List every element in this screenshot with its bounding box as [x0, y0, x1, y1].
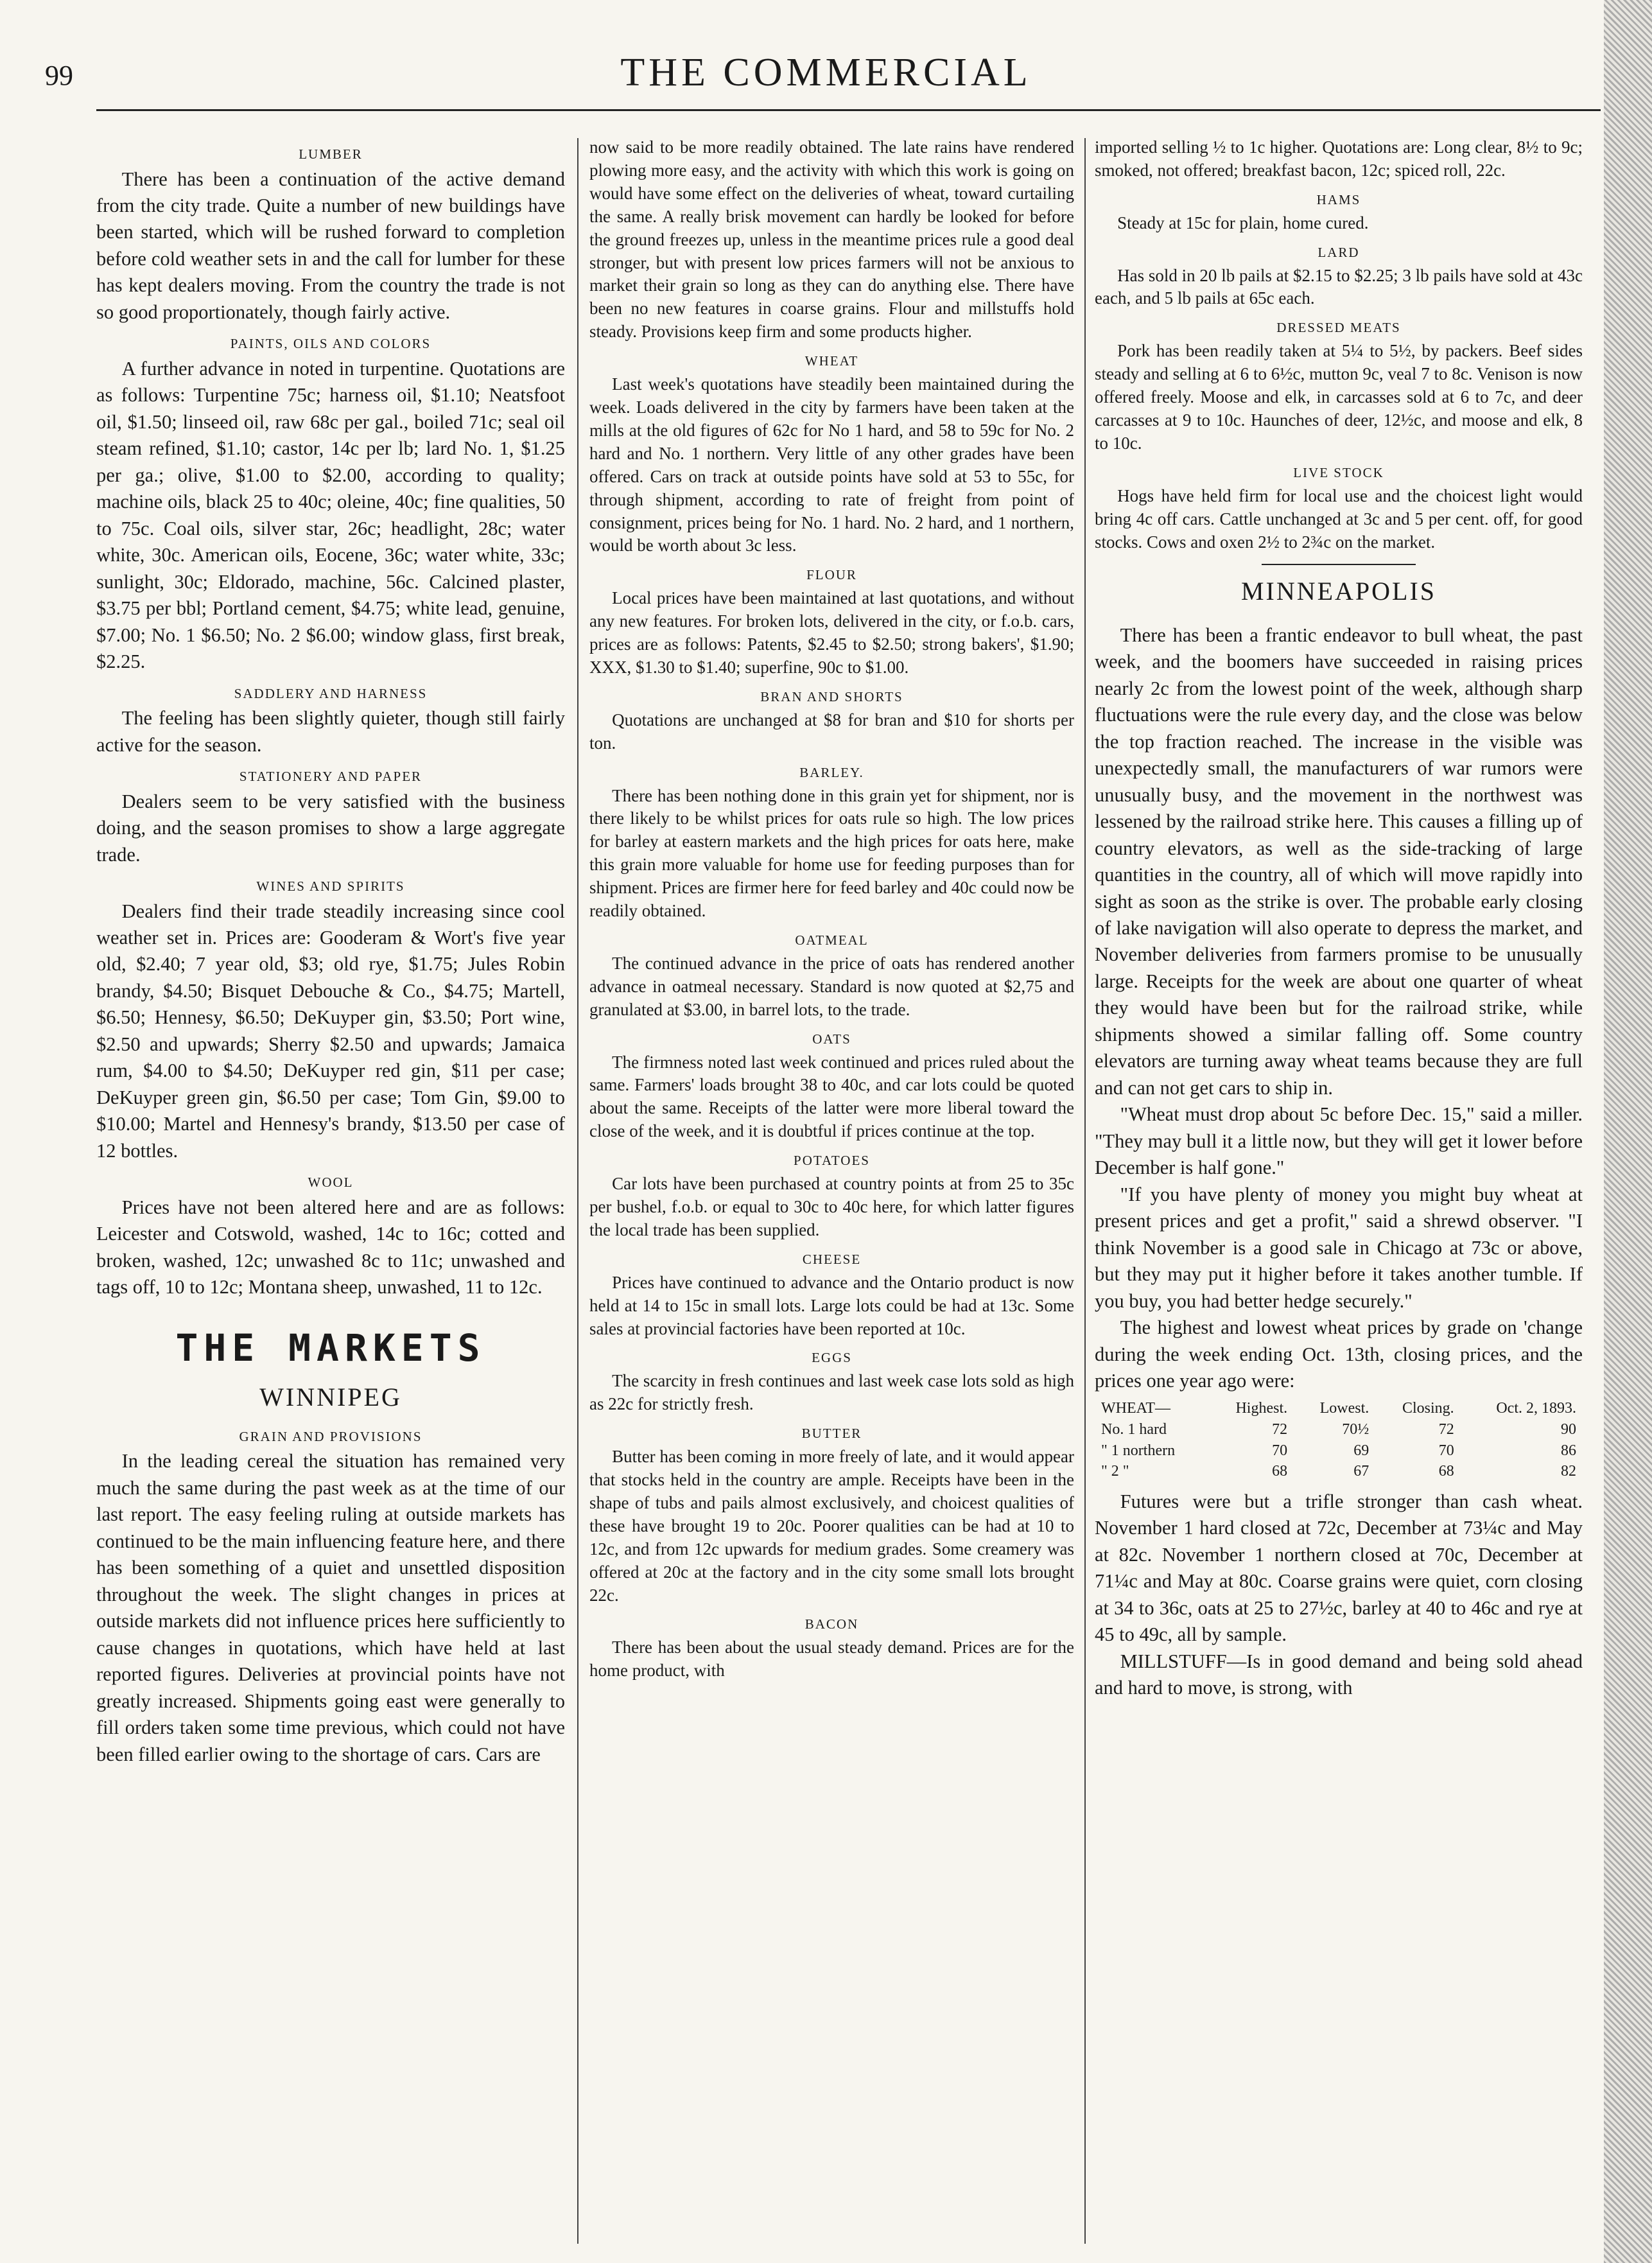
flour-heading: FLOUR	[806, 567, 857, 583]
flour-paragraph: Local prices have been maintained at last quotations, and without any new features. For broken lots, delivered in the city, or f.o.b. cars, prices are as follows: Patents, $2.45 to $2.50; strong bakers', $1.90; XXX, $1.30 to $1.40; superfine, 90c to $1.00.	[589, 588, 1074, 677]
masthead-rule	[96, 109, 1601, 111]
dressed-meats-paragraph: Pork has been readily taken at 5¼ to 5½, by packers. Beef sides steady and selling at 6 to 6½c, mutton 9c, veal 7 to 8c. Venison is now offered freely. Moose and elk, in carcasses sold at 6 to 7c, and deer carcasses at 9 to 10c. Haunches of deer, 12½c, and moose and elk, 8 to 10c.	[1095, 341, 1583, 453]
table-cell: 69	[1353, 1442, 1369, 1459]
table-cell: 70	[1438, 1442, 1454, 1459]
table-cell: 82	[1561, 1463, 1576, 1480]
table-header-cell: Closing.	[1402, 1400, 1454, 1417]
table-header-cell: Lowest.	[1319, 1400, 1369, 1417]
lard-heading: LARD	[1317, 244, 1360, 260]
grain-paragraph: In the leading cereal the situation has remained very much the same during the past week as at the time of our last report. The easy feeling ruling at outside markets has continued to be the main influencing feature here, and there has been something of a quiet and unsettled disposition throughout the week. The slight changes in prices at outside markets did not influence prices here sufficiently to cause changes in quotations, which have held at last reported figures. Deliveries at provincial points have not greatly increased. Shipments going east were generally to fill orders taken some time previous, which could not have been filled earlier owing to the shortage of cars. Cars are	[96, 1450, 565, 1765]
table-row	[1095, 1440, 1583, 1462]
minneapolis-paragraph: "Wheat must drop about 5c before Dec. 15," said a miller. "They may bull it a little now, but they will get it lower before December is half gone."	[1095, 1103, 1583, 1179]
table-cell: 86	[1561, 1442, 1576, 1459]
column-separator-1	[577, 138, 578, 2244]
wool-heading: WOOL	[308, 1175, 354, 1191]
minneapolis-paragraph: Futures were but a trifle stronger than cash wheat. November 1 hard closed at 72c, December at 73¼c and May at 82c. November 1 northern closed at 70c, December at 71¼c and May at 80c. Coarse grains were quiet, corn closing at 34 to 36c, oats at 25 to 27½c, barley at 40 to 46c and rye at 45 to 49c, all by sample.	[1095, 1490, 1583, 1646]
scan-edge-texture	[1604, 0, 1652, 2263]
saddlery-paragraph: The feeling has been slightly quieter, though still fairly active for the season.	[96, 707, 565, 756]
live-stock-heading: LIVE STOCK	[1293, 464, 1384, 480]
table-header-row	[1095, 1398, 1583, 1419]
hams-paragraph: Steady at 15c for plain, home cured.	[1117, 213, 1369, 232]
eggs-heading: EGGS	[812, 1350, 852, 1366]
wool-paragraph: Prices have not been altered here and are as follows: Leicester and Cotswold, washed, 14c to 16c; cotted and broken, washed, 12c; unwashed 8c to 11c; unwashed and tags off, 10 to 12c; Montana sheep, unwashed, 11 to 12c.	[96, 1196, 565, 1298]
wheat-paragraph: Last week's quotations have steadily been maintained during the week. Loads delivered in the city by farmers have been taken at the mills at the old figures of 62c for No 1 hard, and 58 to 59c for No. 2 hard and No. 1 northern. Very little of any other grades have been offered. Cars on track at outside points have sold at 53 to 55c, for through shipment, according to rate of freight from point of consignment, prices being for No. 1 hard. No. 2 hard, and 1 northern, would be worth about 3c less.	[589, 374, 1074, 555]
saddlery-heading: SADDLERY AND HARNESS	[234, 685, 428, 701]
bran-heading: BRAN AND SHORTS	[760, 688, 903, 704]
lumber-paragraph: There has been a continuation of the active demand from the city trade. Quite a number of new buildings have been started, which will be rushed forward to completion before cold weather sets in and the call for lumber for these has kept dealers moving. From the country the trade is not so good proportionately, though fairly active.	[96, 168, 565, 323]
lumber-heading: LUMBER	[299, 146, 363, 162]
bacon-paragraph: There has been about the usual steady demand. Prices are for the home product, with	[589, 1638, 1074, 1681]
masthead-title: THE COMMERCIAL	[620, 51, 1032, 94]
wheat-price-table	[1095, 1398, 1583, 1482]
table-cell: 70½	[1342, 1421, 1369, 1438]
paints-heading: PAINTS, OILS AND COLORS	[230, 336, 431, 352]
table-cell: 67	[1353, 1463, 1369, 1480]
paints-paragraph: A further advance in noted in turpentine. Quotations are as follows: Turpentine 75c; harness oil, $1.10; Neatsfoot oil, $1.50; linseed oil, raw 68c per gal., boiled 71c; seal oil steam refined, $1.10; castor, 14c per lb; lard No. 1, $1.25 per ga.; olive, $1.00 to $2.00, according to quality; machine oils, black 25 to 40c; oleine, 40c; fine qualities, 50 to 75c. Coal oils, silver star, 26c; headlight, 28c; water white, 30c. American oils, Eocene, 36c; water white, 33c; sunlight, 30c; Eldorado, machine, 56c. Calcined plaster, $3.75 per bbl; Portland cement, $4.75; white lead, genuine, $7.00; No. 1 $6.50; No. 2 $6.00; window glass, first break, $2.25.	[96, 357, 565, 673]
table-header-cell: WHEAT—	[1101, 1400, 1170, 1417]
table-cell: " 1 northern	[1101, 1442, 1176, 1459]
minneapolis-paragraph: "If you have plenty of money you might buy wheat at present prices and get a profit," said a shrewd observer. "I think November is a good sale in Chicago at 73c or above, but they may put it higher before it takes another tumble. If you buy, you had better hedge securely."	[1095, 1183, 1583, 1312]
continued-paragraph: now said to be more readily obtained. The late rains have rendered plowing more easy, and the activity with which this work is going on would have some effect on the deliveries of wheat, toward curtailing the same. A really brisk movement can hardly be looked for before the ground freezes up, unless in the meantime prices rule a good deal stronger, but with present low prices farmers will not be anxious to market their grain so long as they can do anything else. There have been no new features in coarse grains. Flour and millstuffs hold steady. Provisions keep firm and some products higher.	[589, 137, 1074, 342]
column-2	[589, 136, 1074, 2250]
markets-section-title: THE MARKETS	[175, 1325, 486, 1370]
table-cell: 90	[1561, 1421, 1576, 1438]
oats-paragraph: The firmness noted last week continued and prices ruled about the same. Farmers' loads brought 38 to 40c, and car lots could be quoted about the same. Receipts of the latter were more liberal toward the close of the week, and it is doubtful if prices continue at the top.	[589, 1052, 1074, 1141]
barley-paragraph: There has been nothing done in this grain yet for shipment, nor is there likely to be whilst prices for oats rule so high. The low prices for barley at eastern markets and the high prices for oats here, make this grain more valuable for home use for feeding purposes than for shipment. Prices are firmer here for feed barley and 40c could now be readily obtained.	[589, 785, 1074, 921]
winnipeg-title: WINNIPEG	[259, 1382, 402, 1411]
table-header-cell: Oct. 2, 1893.	[1496, 1400, 1576, 1417]
barley-heading: BARLEY.	[799, 764, 864, 780]
oatmeal-heading: OATMEAL	[795, 932, 869, 948]
cheese-paragraph: Prices have continued to advance and the Ontario product is now held at 14 to 15c in small lots. Large lots could be had at 13c. Some sales at provincial factories have been reported at 10c.	[589, 1272, 1074, 1338]
page-number: 99	[45, 60, 73, 91]
stationery-heading: STATIONERY AND PAPER	[239, 769, 422, 785]
oatmeal-paragraph: The continued advance in the price of oats has rendered another advance in oatmeal necessary. Standard is now quoted at $2,75 and granulated at $3.00, in barrel lots, to the trade.	[589, 953, 1074, 1019]
table-cell: " 2 "	[1101, 1463, 1129, 1480]
table-cell: 68	[1438, 1463, 1454, 1480]
continued-paragraph: imported selling ½ to 1c higher. Quotations are: Long clear, 8½ to 9c; smoked, not offered; breakfast bacon, 12c; spiced roll, 22c.	[1095, 137, 1583, 180]
potatoes-paragraph: Car lots have been purchased at country points at from 25 to 35c per bushel, f.o.b. or equal to 30c to 40c here, for which latter figures the local trade has been supplied.	[589, 1174, 1074, 1239]
lard-paragraph: Has sold in 20 lb pails at $2.15 to $2.25; 3 lb pails have sold at 43c each, and 5 lb pails at 65c each.	[1095, 265, 1583, 308]
minneapolis-title: MINNEAPOLIS	[1240, 577, 1437, 606]
oats-heading: OATS	[812, 1031, 851, 1047]
live-stock-paragraph: Hogs have held firm for local use and the choicest light would bring 4c off cars. Cattle unchanged at 3c and 5 per cent. off, for good stocks. Cows and oxen 2½ to 2¾c on the market.	[1095, 485, 1583, 552]
butter-paragraph: Butter has been coming in more freely of late, and it would appear that stocks held in the country are ample. Receipts have been in the shape of tubs and pails almost exclusively, and choicest qualities of these have brought 19 to 20c. Poorer qualities can be had at 10 to 12c, and from 12c upwards for medium grades. Some creamery was offered at 20c at the factory and in the city some small lots brought 22c.	[589, 1447, 1074, 1605]
wines-paragraph: Dealers find their trade steadily increasing since cool weather set in. Prices are: Gooderam & Wort's five year old, $2.40; 7 year old, $3; old rye, $1.75; Jules Robin brandy, $4.50; Bisquet Debouche & Co., $4.75; Martell, $6.50; Hennesy, $6.50; DeKuyper gin, $3.50; Port wine, $2.50 and upwards; Sherry $2.50 and upwards; Jamaica rum, $4.00 to $4.50; DeKuyper red gin, $11 per case; DeKuyper green gin, $6.50 per case; Tom Gin, $9.00 to $10.00; Martel and Hennesy's brandy, $13.50 per case of 12 bottles.	[96, 900, 565, 1162]
table-cell: 72	[1438, 1421, 1454, 1438]
table-row	[1095, 1419, 1583, 1440]
eggs-paragraph: The scarcity in fresh continues and last week case lots sold as high as 22c for strictly fresh.	[589, 1371, 1074, 1414]
stationery-paragraph: Dealers seem to be very satisfied with the business doing, and the season promises to show a large aggregate trade.	[96, 790, 565, 866]
dressed-meats-heading: DRESSED MEATS	[1276, 320, 1401, 336]
section-divider	[1262, 564, 1416, 565]
table-cell: 72	[1272, 1421, 1288, 1438]
table-header-cell: Highest.	[1235, 1400, 1288, 1417]
minneapolis-paragraph: The highest and lowest wheat prices by grade on 'change during the week ending Oct. 13th, closing prices, and the prices one year ago were:	[1095, 1316, 1583, 1392]
table-cell: No. 1 hard	[1101, 1421, 1167, 1438]
table-cell: 68	[1272, 1463, 1288, 1480]
minneapolis-paragraph: MILLSTUFF—Is in good demand and being sold ahead and hard to move, is strong, with	[1095, 1650, 1583, 1699]
column-1	[96, 136, 565, 2250]
butter-heading: BUTTER	[801, 1426, 862, 1442]
column-separator-2	[1084, 138, 1086, 2244]
wheat-heading: WHEAT	[804, 353, 859, 369]
grain-heading: GRAIN AND PROVISIONS	[239, 1428, 422, 1444]
bran-paragraph: Quotations are unchanged at $8 for bran and $10 for shorts per ton.	[589, 710, 1074, 753]
hams-heading: HAMS	[1316, 191, 1361, 207]
wines-heading: WINES AND SPIRITS	[256, 878, 405, 894]
bacon-heading: BACON	[804, 1616, 859, 1632]
potatoes-heading: POTATOES	[794, 1153, 870, 1169]
table-row	[1095, 1461, 1583, 1482]
column-3	[1095, 136, 1583, 2250]
minneapolis-paragraph: There has been a frantic endeavor to bull wheat, the past week, and the boomers have succeeded in raising prices nearly 2c from the lowest point of the week, although sharp fluctuations were the rule every day, and the close was below the top fraction reached. The increase in the visible was unexpectedly small, the manufacturers of war rumors were unusually busy, and the movement in the northwest was lessened by the railroad strike here. This causes a filling up of country elevators, as well as the side-tracking of large quantities in the country, all of which will move rapidly into sight as soon as the strike is over. The probable early closing of lake navigation will also operate to depress the market, and November deliveries from farmers promise to be unusually large. Receipts for the week are about one quarter of wheat they would have been but for the railroad strike, while shipments showed a similar falling off. Some country elevators are turning away wheat teams because they are full and can not get cars to ship in.	[1095, 624, 1583, 1099]
cheese-heading: CHEESE	[802, 1251, 862, 1267]
table-cell: 70	[1272, 1442, 1288, 1459]
